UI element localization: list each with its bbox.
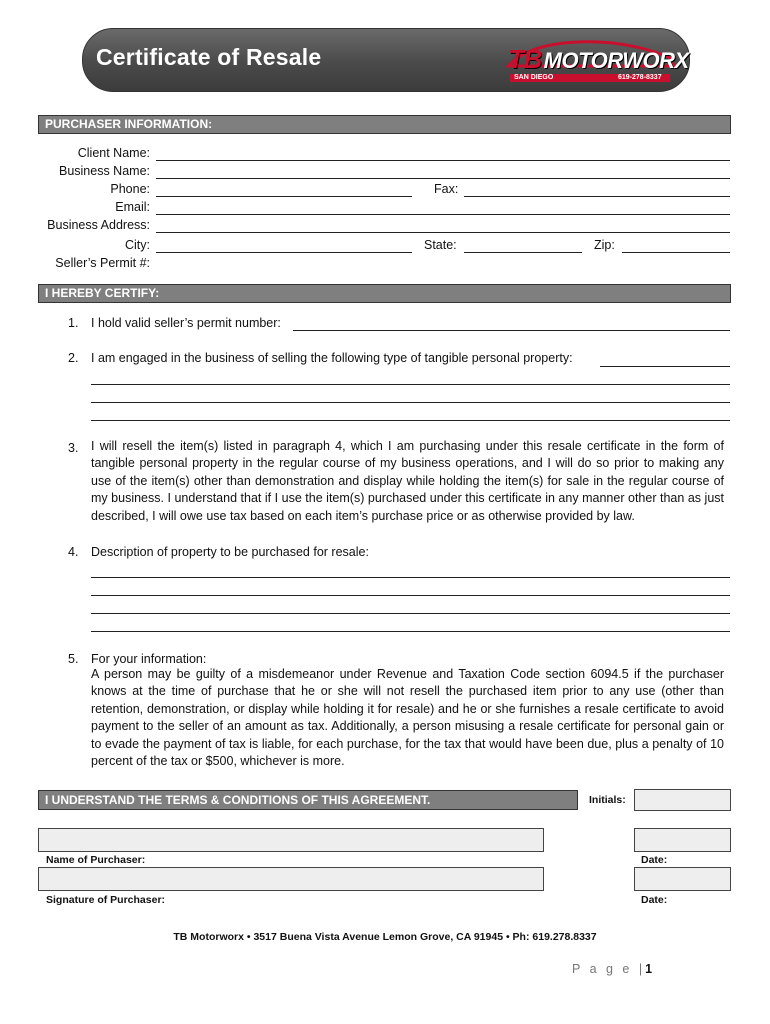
business-address-field[interactable] — [156, 232, 730, 233]
description-line[interactable] — [91, 595, 730, 596]
item-2-number: 2. — [68, 351, 79, 365]
certify-section-header: I HEREBY CERTIFY: — [38, 284, 731, 303]
phone-field[interactable] — [156, 196, 412, 197]
logo-wordmark — [508, 44, 689, 75]
business-address-label: Business Address: — [47, 218, 150, 232]
item-2-text: I am engaged in the business of selling the following type of tangible personal property: — [91, 351, 573, 365]
item-1-number: 1. — [68, 316, 79, 330]
purchaser-name-label: Name of Purchaser: — [46, 854, 146, 866]
name-date-field[interactable] — [634, 828, 731, 852]
signature-date-field[interactable] — [634, 867, 731, 891]
item-4-text: Description of property to be purchased for resale: — [91, 545, 369, 559]
name-date-label: Date: — [641, 854, 668, 866]
description-line[interactable] — [91, 613, 730, 614]
business-name-label: Business Name: — [58, 164, 150, 178]
item-3-number: 3. — [68, 441, 79, 455]
zip-label: Zip: — [594, 238, 615, 252]
logo-name: MOTORWORX — [543, 48, 689, 73]
item-5-text: For your information: — [91, 652, 207, 666]
phone-label: Phone: — [110, 182, 150, 196]
zip-field[interactable] — [622, 252, 730, 253]
page-title: Certificate of Resale — [96, 44, 322, 70]
company-address-footer: TB Motorworx • 3517 Buena Vista Avenue Lemon Grove, CA 91945 • Ph: 619.278.8337 — [173, 931, 597, 943]
description-line[interactable] — [91, 631, 730, 632]
purchaser-signature-label: Signature of Purchaser: — [46, 894, 166, 906]
logo-tb: TB — [508, 44, 542, 74]
company-logo — [492, 34, 689, 86]
sellers-permit-label: Seller’s Permit #: — [55, 256, 150, 270]
initials-field[interactable] — [634, 789, 731, 811]
purchaser-name-field[interactable] — [38, 828, 544, 852]
fax-field[interactable] — [464, 196, 730, 197]
property-type-line[interactable] — [91, 384, 730, 385]
property-type-field[interactable] — [600, 366, 730, 367]
business-name-field[interactable] — [156, 178, 730, 179]
fax-label: Fax: — [434, 182, 459, 196]
agreement-section-header: I UNDERSTAND THE TERMS & CONDITIONS OF THIS AGREEMENT. — [38, 790, 578, 810]
item-3-text: I will resell the item(s) listed in paragraph 4, which I am purchasing under this resale certificate in the form of tangible personal property in the regular course of my business operations, and I will do so prior to making any use of the item(s) other than demonstration and display while holding the item(s) for sale in the regular course of my business. I understand that if I use the item(s) purchased under this certificate in any manner other than as just described, I will owe use tax based on each item’s purchase price or as otherwise provided by law. — [91, 439, 724, 523]
city-label: City: — [125, 238, 150, 252]
page-number: P a g e |1 — [572, 962, 653, 976]
initials-label: Initials: — [589, 794, 626, 806]
item-5-number: 5. — [68, 652, 79, 666]
page-number-value: 1 — [645, 962, 653, 976]
description-line[interactable] — [91, 577, 730, 578]
info-paragraph: A person may be guilty of a misdemeanor under Revenue and Taxation Code section 6094.5 if the purchaser knows at the time of purchase that he or she will not resell the purchased item prior to any use (other than retention, demonstration, or display while holding it for resale) and he or she furnishes a resale certificate to avoid payment to the seller of an amount as tax. Additionally, a person misusing a resale certificate for personal gain or to evade the payment of tax is liable, for each purchase, for the tax that would have been due, plus a penalty of 10 percent of the tax or $500, whichever is more. — [91, 667, 724, 769]
logo-city: SAN DIEGO — [514, 74, 554, 81]
state-label: State: — [424, 238, 457, 252]
client-name-label: Client Name: — [77, 146, 150, 160]
property-type-line[interactable] — [91, 420, 730, 421]
purchaser-section-header: PURCHASER INFORMATION: — [38, 115, 731, 134]
signature-date-label: Date: — [641, 894, 668, 906]
email-field[interactable] — [156, 214, 730, 215]
logo-subline — [510, 74, 670, 82]
sellers-permit-number-field[interactable] — [293, 330, 730, 331]
email-label: Email: — [115, 200, 150, 214]
state-field[interactable] — [464, 252, 582, 253]
item-1-text: I hold valid seller’s permit number: — [91, 316, 281, 330]
item-4-number: 4. — [68, 545, 79, 559]
client-name-field[interactable] — [156, 160, 730, 161]
page-label: P a g e — [572, 962, 633, 976]
logo-phone: 619-278-8337 — [618, 74, 662, 81]
city-field[interactable] — [156, 252, 412, 253]
property-type-line[interactable] — [91, 402, 730, 403]
purchaser-signature-field[interactable] — [38, 867, 544, 891]
